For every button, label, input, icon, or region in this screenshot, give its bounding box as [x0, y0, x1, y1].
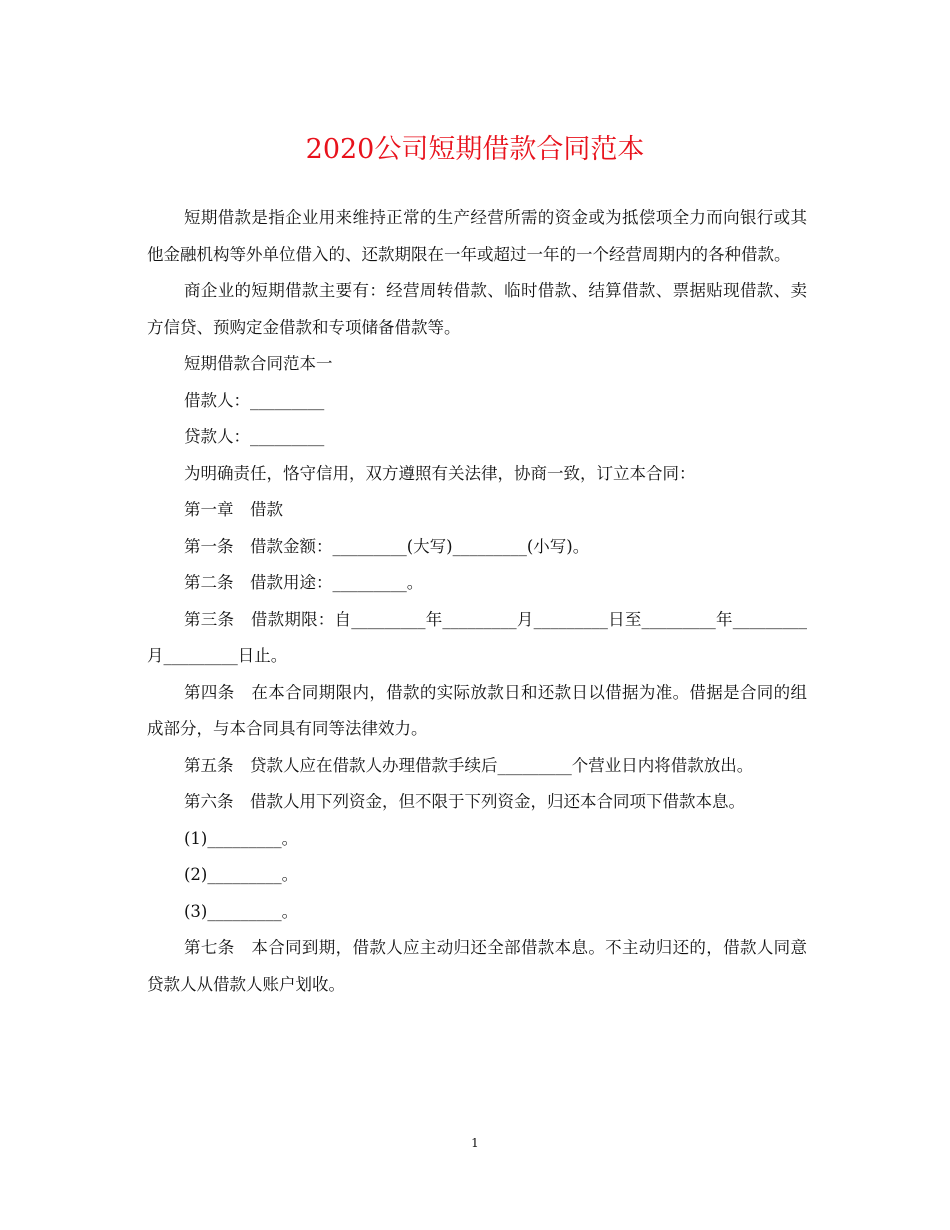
paragraph-item-2: (2)_________。 — [184, 865, 299, 884]
paragraph-lender: 贷款人：_________ — [184, 427, 325, 446]
document-body — [147, 200, 807, 1003]
paragraph-template-heading: 短期借款合同范本一 — [184, 354, 333, 373]
paragraph-borrower: 借款人：_________ — [184, 390, 325, 410]
paragraph-article-2: 第二条 借款用途：_________。 — [184, 573, 424, 592]
paragraph-preamble: 为明确责任，恪守信用，双方遵照有关法律，协商一致，订立本合同： — [184, 463, 696, 483]
paragraph-article-4: 第四条 在本合同期限内，借款的实际放款日和还款日以借据为准。借据是合同的组成部分，与本合同具有同等法律效力。 — [147, 682, 807, 738]
paragraph-article-6: 第六条 借款人用下列资金，但不限于下列资金，归还本合同项下借款本息。 — [184, 792, 745, 811]
paragraph-article-5: 第五条 贷款人应在借款人办理借款手续后_________个营业日内将借款放出。 — [184, 755, 754, 775]
paragraph-types: 商企业的短期借款主要有：经营周转借款、临时借款、结算借款、票据贴现借款、卖方信贷、预购定金借款和专项储备借款等。 — [147, 281, 807, 337]
paragraph-article-3: 第三条 借款期限：自_________年_________月_________日至_________年_________月_________日止。 — [147, 609, 807, 665]
paragraph-chapter-1: 第一章 借款 — [184, 500, 283, 519]
page-number: 1 — [471, 1136, 479, 1150]
document-title: 2020公司短期借款合同范本 — [305, 134, 645, 165]
paragraph-article-1: 第一条 借款金额：_________(大写)_________(小写)。 — [184, 536, 590, 556]
paragraph-intro: 短期借款是指企业用来维持正常的生产经营所需的资金或为抵偿项全力而向银行或其他金融机构等外单位借入的、还款期限在一年或超过一年的一个经营周期内的各种借款。 — [147, 208, 807, 264]
paragraph-item-3: (3)_________。 — [184, 901, 299, 921]
paragraph-item-1: (1)_________。 — [184, 828, 299, 848]
paragraph-article-7: 第七条 本合同到期，借款人应主动归还全部借款本息。不主动归还的，借款人同意贷款人从借款人账户划收。 — [147, 938, 807, 994]
